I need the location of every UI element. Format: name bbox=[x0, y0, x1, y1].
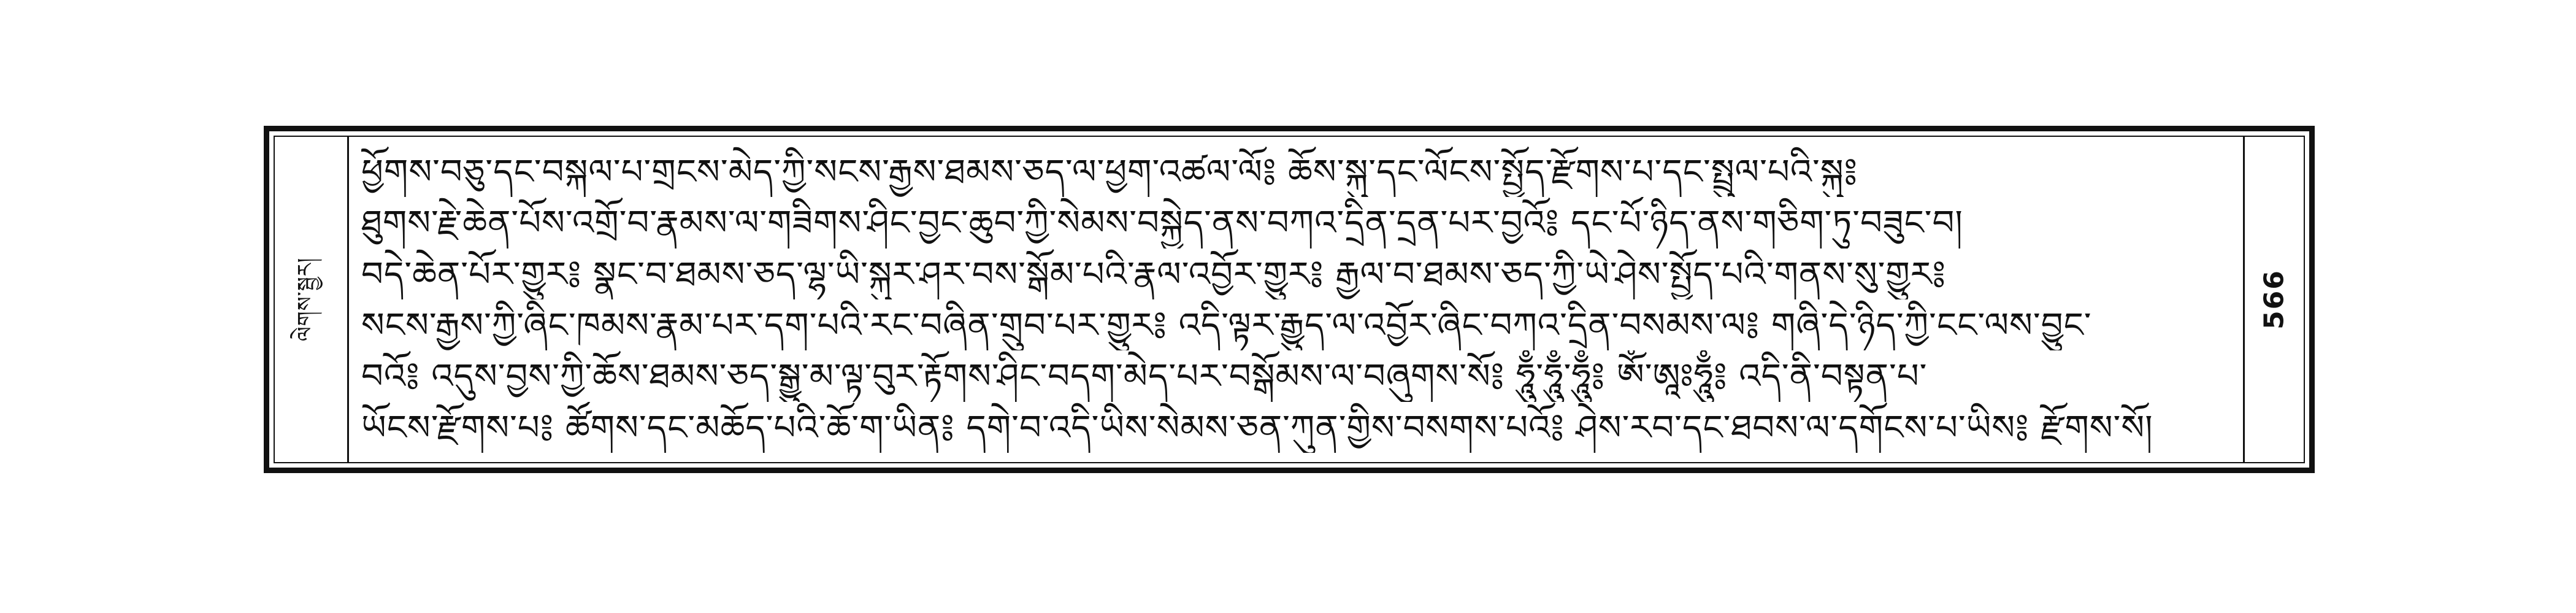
right-margin bbox=[2243, 137, 2304, 462]
manuscript-folio bbox=[264, 126, 2315, 473]
page-number: 566 bbox=[2258, 269, 2290, 330]
margin-title-label: ལེགས་སྦྱར། bbox=[293, 257, 318, 342]
text-line-6: ཡོངས་རྫོགས་པ༔ ཚོགས་དང་མཆོད་པའི་ཆོ་ག་ཡིན༔ དགེ་བ་འདི་ཡིས་སེམས་ཅན་ཀུན་གྱིས་བསགས་པའོ༔ ཤེས་རབ་དང་ཐབས་ལ་དགོངས་པ་ཡིས༔ རྫོགས་སོ། bbox=[361, 407, 2153, 448]
text-line-4: སངས་རྒྱས་ཀྱི་ཞིང་ཁམས་རྣམ་པར་དག་པའི་རང་བཞིན་གྲུབ་པར་གྱུར༔ འདི་ལྟར་རྒྱུད་ལ་འབྱོར་ཞིང་བཀའ་དྲིན་བསམས་ལ༔ གཞི་དེ་ཉིད་ཀྱི་ངང་ལས་བྱུང་ bbox=[361, 305, 2092, 345]
text-block bbox=[361, 146, 2232, 453]
text-line-3: བདེ་ཆེན་པོར་གྱུར༔ སྣང་བ་ཐམས་ཅད་ལྷ་ཡི་སྐུར་ཤར་བས་སྒོམ་པའི་རྣལ་འབྱོར་གྱུར༔ རྒྱལ་བ་ཐམས་ཅད་ཀྱི་ཡེ་ཤེས་སྤྱོད་པའི་གནས་སུ་གྱུར༔ bbox=[361, 254, 1946, 295]
text-line-5: བའོ༔ འདུས་བྱས་ཀྱི་ཆོས་ཐམས་ཅད་སྒྱུ་མ་ལྟ་བུར་རྟོགས་ཤིང་བདག་མེད་པར་བསྒོམས་ལ་བཞུགས་སོ༔ ཧཱུྃ་ཧཱུྃ་ཧཱུྃ༔ ཨོཾ་ཨཱཿཧཱུྃ༔ འདི་ནི་བསྟན་པ་ bbox=[361, 357, 1928, 397]
text-line-1: ཕྱོགས་བཅུ་དང་བསྐལ་པ་གྲངས་མེད་ཀྱི་སངས་རྒྱས་ཐམས་ཅད་ལ་ཕྱག་འཚལ་ལོ༔ ཆོས་སྐུ་དང་ལོངས་སྤྱོད་རྫོགས་པ་དང་སྤྲུལ་པའི་སྐུ༔ bbox=[361, 152, 1858, 192]
left-margin bbox=[275, 137, 349, 462]
text-line-2: ཐུགས་རྗེ་ཆེན་པོས་འགྲོ་བ་རྣམས་ལ་གཟིགས་ཤིང་བྱང་ཆུབ་ཀྱི་སེམས་བསྐྱེད་ནས་བཀའ་དྲིན་དྲན་པར་བྱའོ༔ དང་པོ་ཉིད་ནས་གཅིག་ཏུ་བཟུང་བ། bbox=[361, 203, 1963, 244]
